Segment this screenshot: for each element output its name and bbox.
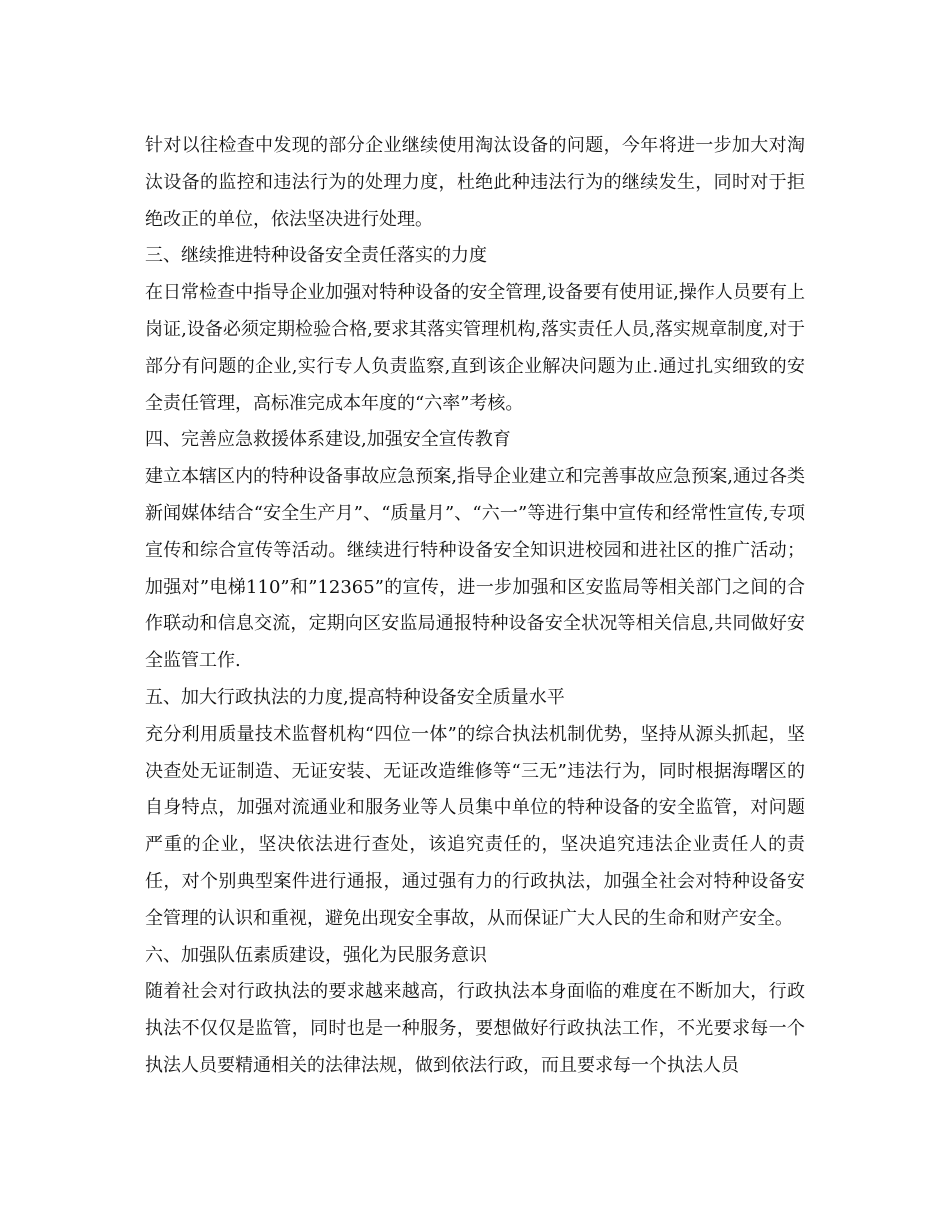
section-heading-6: 六、加强队伍素质建设，强化为民服务意识 bbox=[145, 944, 487, 966]
paragraph-administrative-enforcement: 充分利用质量技术监督机构“四位一体”的综合执法机制优势，坚持从源头抓起，坚决查处无证制造、无证安装、无证改造维修等“三无”违法行为，同时根据海曙区的自身特点，加强对流通业和服务业等人员集中单位的特种设备的安全监管，对问题严重的企业，坚决依法进行查处，该追究责任的，坚决追究违法企业责任人的责任，对个别典型案件进行通报，通过强有力的行政执法，加强全社会对特种设备安全管理的认识和重视，避免出现安全事故，从而保证广大人民的生命和财产安全。 bbox=[145, 723, 805, 929]
paragraph-eliminated-equipment: 针对以往检查中发现的部分企业继续使用淘汰设备的问题，今年将进一步加大对淘汰设备的监控和违法行为的处理力度，杜绝此种违法行为的继续发生，同时对于拒绝改正的单位，依法坚决进行处理。 bbox=[145, 135, 805, 230]
document-body bbox=[145, 128, 805, 1085]
section-heading-5: 五、加大行政执法的力度,提高特种设备安全质量水平 bbox=[145, 686, 565, 708]
paragraph-safety-responsibility: 在日常检查中指导企业加强对特种设备的安全管理,设备要有使用证,操作人员要有上岗证,设备必须定期检验合格,要求其落实管理机构,落实责任人员,落实规章制度,对于部分有问题的企业,实行专人负责监察,直到该企业解决问题为止.通过扎实细致的安全责任管理，高标准完成本年度的“六率”考核。 bbox=[145, 282, 805, 414]
paragraph-team-building: 随着社会对行政执法的要求越来越高，行政执法本身面临的难度在不断加大，行政执法不仅仅是监管，同时也是一种服务，要想做好行政执法工作，不光要求每一个执法人员要精通相关的法律法规，做到依法行政，而且要求每一个执法人员 bbox=[145, 981, 805, 1076]
section-heading-3: 三、继续推进特种设备安全责任落实的力度 bbox=[145, 245, 487, 267]
section-heading-4: 四、完善应急救援体系建设,加强安全宣传教育 bbox=[145, 429, 511, 451]
paragraph-emergency-publicity: 建立本辖区内的特种设备事故应急预案,指导企业建立和完善事故应急预案,通过各类新闻媒体结合“安全生产月”、“质量月”、“六一”等进行集中宣传和经常性宣传,专项宣传和综合宣传等活动。继续进行特种设备安全知识进校园和进社区的推广活动；加强对”电梯110”和”12365”的宣传，进一步加强和区安监局等相关部门之间的合作联动和信息交流，定期向区安监局通报特种设备安全状况等相关信息,共同做好安全监管工作. bbox=[145, 466, 805, 672]
